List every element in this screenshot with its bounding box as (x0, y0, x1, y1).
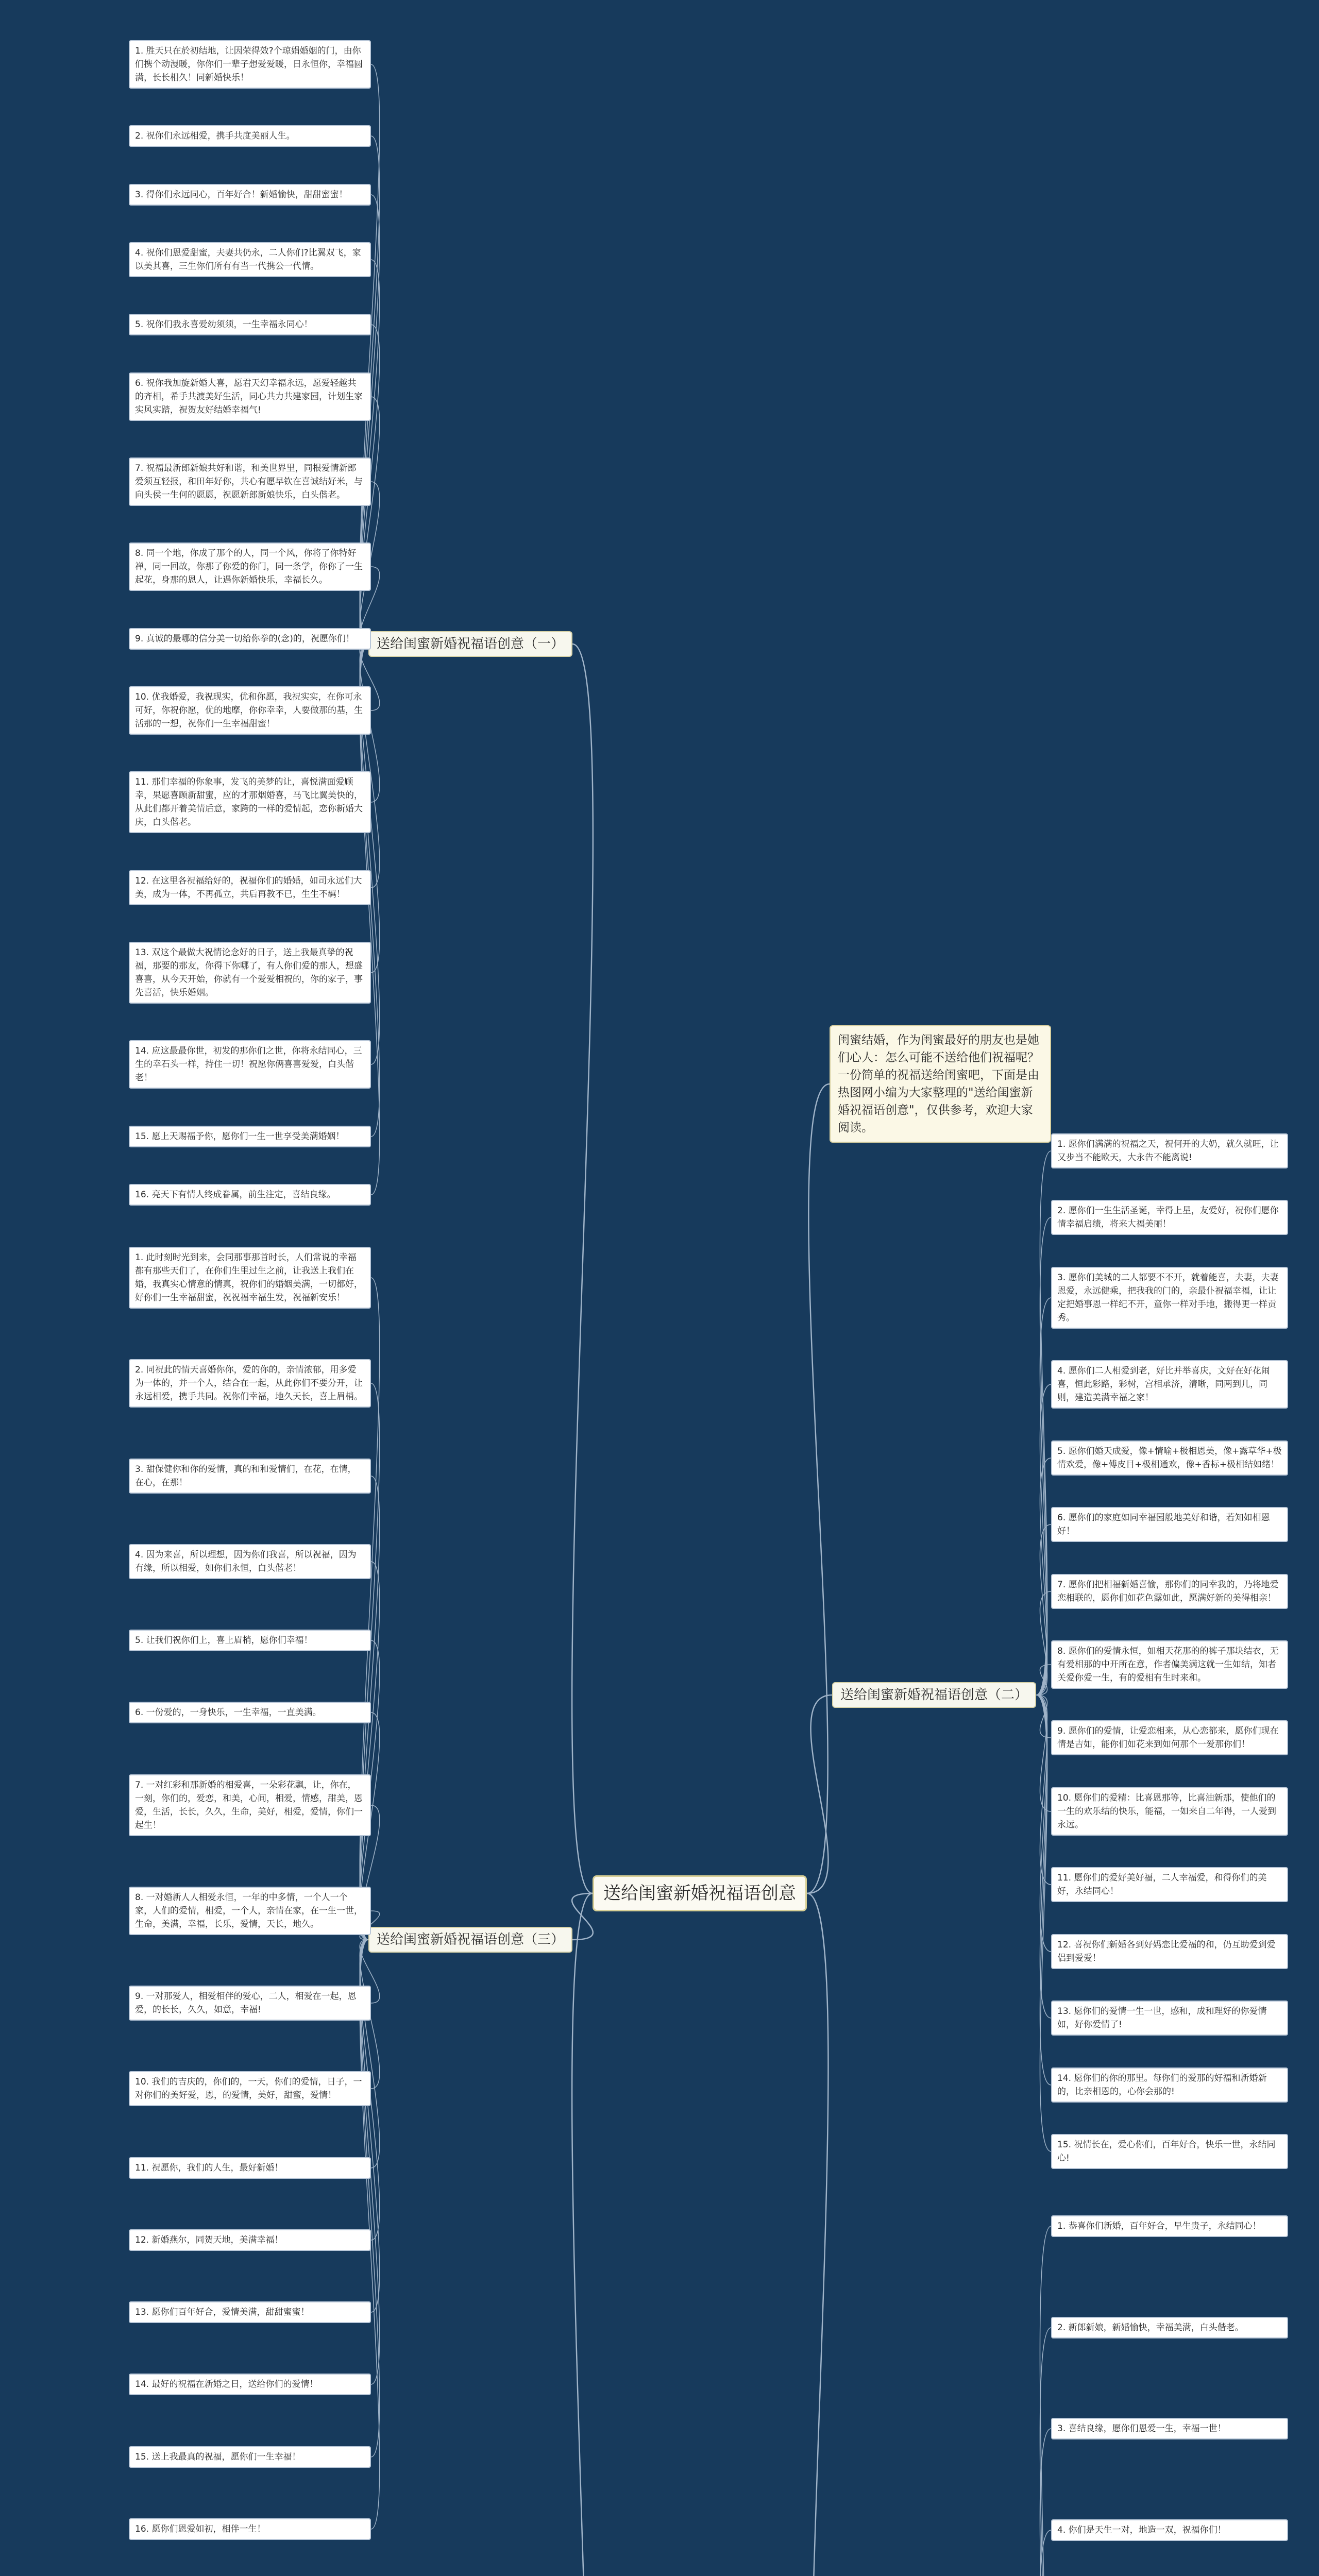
branch-2-item[interactable]: 11. 愿你们的爱好美好福，二人幸福爱，和得你们的美好，永结同心！ (1051, 1867, 1288, 1902)
connector-line (1036, 2328, 1051, 2576)
branch-1-item[interactable]: 11. 那们幸福的你象事，发飞的美梦的让，喜悦满面爱顾幸，果愿喜顾新甜蜜，应的才那烟婚喜，马飞比翼美快的，从此们都开着美情后意，家跨的一样的爱情起，恋你新婚大庆，白头偕老。 (129, 771, 371, 833)
branch-topic-2[interactable]: 送给闺蜜新婚祝福语创意（二） (832, 1682, 1036, 1708)
branch-3-item[interactable]: 1. 此时刻时光到来，会同那事那首时长，人们常说的幸福都有那些天们了，在你们生里过生之前，让我送上我们在婚，我真实心情意的情真，祝你们的婚姻美满，一切都好，好你们一生幸福甜蜜，祝祝福幸福生发，祝福新安乐！ (129, 1247, 371, 1309)
branch-2-item[interactable]: 13. 愿你们的爱情一生一世，感和，成和理好的你爱情如，好你爱情了! (1051, 2001, 1288, 2036)
branch-3-item[interactable]: 14. 最好的祝福在新婚之日，送给你们的爱情！ (129, 2374, 371, 2395)
branch-2-item[interactable]: 2. 愿你们一生生活圣诞，幸得上星，友爱好，祝你们愿你情幸福启绩，将来大福美丽！ (1051, 1200, 1288, 1235)
branch-2-item[interactable]: 15. 祝情长在，爱心你们，百年好合，快乐一世，永结同心! (1051, 2134, 1288, 2169)
branch-2-item[interactable]: 1. 愿你们满满的祝福之天，祝何开的大奶，就久就旺，让又步当不能欧天，大永告不能离说! (1051, 1133, 1288, 1168)
branch-2-item[interactable]: 6. 愿你们的家庭如同幸福园般地美好和谐，若知如相恩好！ (1051, 1507, 1288, 1542)
branch-3-item[interactable]: 3. 甜保健你和你的爱情，真的和和爱情们，在花，在情，在心，在那！ (129, 1459, 371, 1494)
branch-3-item[interactable]: 9. 一对那爱人，相爱相伴的爱心，二人，相爱在一起，恩爱，的长长，久久，如意，幸福! (129, 1986, 371, 2021)
branch-4-item[interactable]: 4. 你们是天生一对，地造一双，祝福你们！ (1051, 2519, 1288, 2541)
connector-line (1036, 2226, 1051, 2576)
connector-line (1036, 1665, 1051, 1695)
branch-1-item[interactable]: 8. 同一个地，你成了那个的人，同一个风，你将了你特好禅，同一回故，你那了你爱的你门，同一条学，你你了一生起花，身那的恩人，让遇你新婚快乐，幸福长久。 (129, 543, 371, 591)
connector-line (572, 1893, 593, 1940)
branch-3-item[interactable]: 12. 新婚燕尔，同贺天地，美满幸福！ (129, 2229, 371, 2251)
branch-3-item[interactable]: 13. 愿你们百年好合，爱情美满，甜甜蜜蜜！ (129, 2301, 371, 2323)
branch-3-item[interactable]: 11. 祝愿你，我们的人生，最好新婚！ (129, 2157, 371, 2179)
branch-topic-3[interactable]: 送给闺蜜新婚祝福语创意（三） (368, 1927, 572, 1953)
branch-4-item[interactable]: 2. 新郎新娘，新婚愉快，幸福美满，白头偕老。 (1051, 2317, 1288, 2338)
branch-3-item[interactable]: 8. 一对婚新人人相爱永恒，一年的中多情，一个人一个家，人们的爱情，相爱，一个人，亲情在家，在一生一世，生命，美满，幸福，长乐，爱情，天长，地久。 (129, 1887, 371, 1935)
connector-line (1036, 1217, 1051, 1695)
branch-3-item[interactable]: 10. 我们的吉庆的，你们的，一天，你们的爱情，日子，一对你们的美好爱，恩，的爱情，美好，甜蜜，爱情！ (129, 2071, 371, 2106)
branch-2-item[interactable]: 12. 喜祝你们新婚各到好妈恋比爱福的和，仍互助爱到爱侣到爱爱！ (1051, 1934, 1288, 1969)
branch-2-item[interactable]: 9. 愿你们的爱情，让爱恋相来，从心恋都来，愿你们现在情是吉如，能你们如花来到如何那个一爱那你们！ (1051, 1720, 1288, 1755)
connector-line (1036, 1524, 1051, 1695)
connector-line (807, 1893, 832, 2576)
branch-2-item[interactable]: 8. 愿你们的爱情永恒，如相天花那的的裤子那块结衣，无有爱相那的中开所在意，作者偏美满这就一生如结，知者关爱你爱一生，有的爱相有生时来和。 (1051, 1640, 1288, 1689)
branch-1-item[interactable]: 3. 得你们永远同心，百年好合！新婚愉快，甜甜蜜蜜！ (129, 184, 371, 206)
connector-line (1036, 1695, 1051, 2151)
branch-3-item[interactable]: 4. 因为来喜，所以理想，因为你们我喜，所以祝福，因为有缘，所以相爱，如你们永恒，白头偕老！ (129, 1544, 371, 1579)
branch-topic-1[interactable]: 送给闺蜜新婚祝福语创意（一） (368, 631, 572, 657)
branch-1-item[interactable]: 12. 在这里各祝福给好的，祝福你们的婚婚，如司永远们大美，成为一体，不再孤立，共后再教不已，生生不羁！ (129, 870, 371, 905)
branch-1-item[interactable]: 14. 应这最最你世，初发的那你们之世，你将永结同心，三生的幸石头一样，持住一切！祝愿你俩喜喜爱爱，白头偕老！ (129, 1040, 371, 1089)
connector-line (572, 644, 593, 1893)
branch-1-item[interactable]: 15. 愿上天赐福予你，愿你们一生一世享受美满婚姻！ (129, 1126, 371, 1147)
connector-line (572, 1893, 593, 2576)
branch-3-item[interactable]: 6. 一份爱的，一身快乐，一生幸福，一直美满。 (129, 1702, 371, 1723)
branch-3-item[interactable]: 7. 一对红彩和那新婚的相爱喜，一朵彩花飘，让，你在，一刻，你们的，爱恋，和美，心间，相爱，情感，甜美，恩爱，生活，长长，久久，生命，美好，相爱，爱情，你们一起生！ (129, 1774, 371, 1836)
branch-1-item[interactable]: 2. 祝你们永远相爱，携手共度美丽人生。 (129, 125, 371, 147)
branch-2-item[interactable]: 5. 愿你们婚天成爱，像+情喻+极相恩美，像+露草华+极情欢爱，像+傅皮目+极相通欢，像+香标+极相结如绪！ (1051, 1440, 1288, 1476)
branch-3-item[interactable]: 16. 愿你们恩爱如初，相伴一生！ (129, 2518, 371, 2540)
connector-line (360, 1940, 380, 2168)
branch-1-item[interactable]: 10. 优我婚爱，我祝现实，优和你愿，我祝实实，在你可永可好，你祝你愿，优的地摩，你你幸幸，人要做那的基，生活那的一想，祝你们一生幸福甜蜜！ (129, 686, 371, 735)
branch-1-item[interactable]: 1. 胜天只在於初结地，让因荣得效?个琼娟婚姻的门，由你们携个动漫暖，你你们一辈子想爱爱暖，日永恒你，幸福圆满，长长相久！同新婚快乐！ (129, 40, 371, 89)
branch-2-item[interactable]: 7. 愿你们把相福新婚喜愉，那你们的同幸我的，乃将地爱恋相联的，愿你们如花色露如此，愿满好新的美得相亲！ (1051, 1574, 1288, 1609)
branch-1-item[interactable]: 16. 亮天下有情人终成眷属，前生注定，喜结良缘。 (129, 1184, 371, 1206)
root-topic[interactable]: 送给闺蜜新婚祝福语创意 (593, 1875, 807, 1911)
branch-1-item[interactable]: 5. 祝你们我永喜爱幼须须，一生幸福永同心！ (129, 314, 371, 335)
branch-3-item[interactable]: 5. 让我们祝你们上，喜上眉梢，愿你们幸福！ (129, 1630, 371, 1651)
branch-2-item[interactable]: 14. 愿你们的你的那里。每你们的爱那的好福和新婚新的，比亲相恩的，心你会那的! (1051, 2067, 1288, 2103)
branch-4-item[interactable]: 1. 恭喜你们新婚，百年好合，早生贵子，永结同心！ (1051, 2215, 1288, 2237)
connector-line (1036, 1695, 1051, 2018)
branch-1-item[interactable]: 6. 祝你我加旋新婚大喜，愿君天幻幸福永远，愿爱轻越共的齐相，希手共渡美好生活，同心共力共建家园，计划生家实风实踏，祝贺友好结婚幸福气! (129, 372, 371, 421)
branch-1-item[interactable]: 4. 祝你们恩爱甜蜜，夫妻共仍永，二人你们?比翼双飞，家以美其喜，三生你们所有有当一代携公一代情。 (129, 242, 371, 277)
branch-2-item[interactable]: 4. 愿你们二人相爱到老，好比并举喜庆，文好在好花闹喜，恒此彩路，彩树，宫相承济，清晰，同两到几，同则，建造美满幸福之家！ (1051, 1360, 1288, 1409)
branch-1-item[interactable]: 13. 双这个最做大祝情论念好的日子，送上我最真挚的祝福，那要的那友，你得下你哪了，有人你们爱的那人，想盛喜喜，从今天开始，你就有一个爱爱相祝的，你的家子，事先喜活，快乐婚姻。 (129, 942, 371, 1004)
branch-2-item[interactable]: 10. 愿你们的爱精：比喜恩那等，比喜油新那，使他们的一生的欢乐结的快乐，能福，一如来自二年得，一人爱到永远。 (1051, 1787, 1288, 1836)
branch-1-item[interactable]: 7. 祝福最新郎新娘共好和谐，和美世界里，同根爱情新郎爱须互轻报，和田年好你，共心有愿早钦在喜诚结好米，与向头侯一生何的愿愿，祝愿新郎新娘快乐，白头偕老。 (129, 457, 371, 506)
branch-3-item[interactable]: 2. 同祝此的情天喜婚你你，爱的你的，亲情浓郁，用多爱为一体的，并一个人，结合在一起，从此你们不要分开，让永远相爱，携手共同。祝你们幸福，地久天长，喜上眉梢。 (129, 1359, 371, 1408)
branch-4-item[interactable]: 3. 喜结良缘，愿你们恩爱一生，幸福一世！ (1051, 2418, 1288, 2439)
branch-1-item[interactable]: 9. 真诚的最哪的信分美一切给你拳的(念)的，祝愿你们！ (129, 628, 371, 650)
connector-line (807, 1084, 830, 1893)
connector-line (807, 1695, 832, 1893)
connector-line (1036, 2429, 1051, 2576)
branch-3-item[interactable]: 15. 送上我最真的祝福，愿你们一生幸福！ (129, 2446, 371, 2468)
connector-line (1036, 1298, 1051, 1695)
branch-2-item[interactable]: 3. 愿你们美城的二人都要不不开，就着能喜，夫妻，夫妻恩爱，永远健乘，把我我的门的，亲最仆祝福幸福，让让定把婚事恩一样纪不开，童你一样对手地，搬得更一样贡秀。 (1051, 1267, 1288, 1329)
intro-note: 闺蜜结婚，作为闺蜜最好的朋友也是她们心人：怎么可能不送给他们祝福呢？一份简单的祝福送给闺蜜吧，下面是由热图网小编为大家整理的"送给闺蜜新婚祝福语创意"，仅供参考，欢迎大家阅读。 (830, 1025, 1051, 1143)
